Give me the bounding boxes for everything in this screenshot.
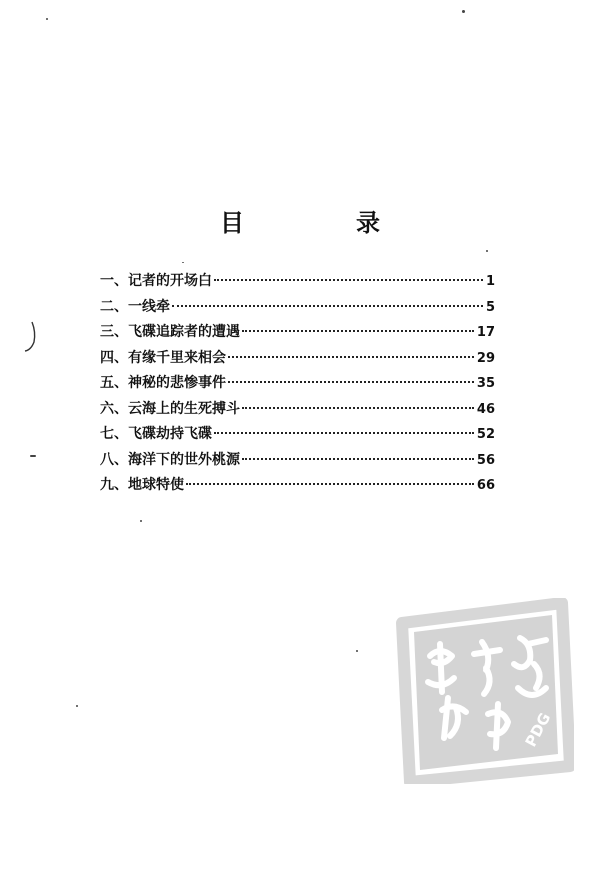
toc-entry-page: 17 [476, 325, 495, 340]
toc-leader-dots [186, 483, 474, 485]
toc-entry [100, 398, 495, 424]
toc-leader-dots [214, 432, 474, 434]
toc-entry-label: 九、地球特使 [100, 477, 184, 493]
toc-entry [100, 474, 495, 500]
toc-entry-page: 52 [476, 427, 495, 442]
toc-entry-label: 六、云海上的生死搏斗 [100, 400, 240, 417]
scan-speck [182, 262, 184, 263]
toc-leader-dots [228, 356, 474, 358]
toc-entry [100, 270, 495, 296]
toc-entry-page: 29 [476, 350, 495, 366]
toc-entry [100, 296, 495, 322]
toc-entry-page: 1 [485, 274, 495, 289]
toc-entry-page: 35 [476, 376, 495, 391]
toc-entry-label: 八、海洋下的世外桃源 [100, 451, 240, 468]
toc-entry-label: 一、记者的开场白 [100, 273, 212, 289]
toc-entry-page: 66 [476, 478, 495, 493]
toc-leader-dots [228, 381, 474, 383]
scan-speck [46, 18, 48, 20]
toc-entry [100, 372, 495, 398]
toc-entry-page: 56 [476, 452, 495, 468]
toc-entry [100, 423, 495, 449]
scan-speck [76, 705, 78, 707]
page-title: 目 录 [220, 209, 424, 237]
toc-entry-label: 七、飞碟劫持飞碟 [100, 426, 212, 442]
toc-leader-dots [242, 330, 474, 332]
scan-speck [462, 10, 465, 13]
toc-leader-dots [242, 458, 474, 460]
toc-entry [100, 321, 495, 347]
table-of-contents [100, 270, 495, 500]
toc-entry-label: 三、飞碟追踪者的遭遇 [100, 324, 240, 340]
toc-entry-label: 二、一线牵 [100, 298, 170, 315]
toc-entry-label: 五、神秘的悲惨事件 [100, 375, 226, 391]
toc-leader-dots [242, 407, 474, 409]
toc-entry-page: 46 [476, 401, 495, 417]
toc-entry [100, 347, 495, 373]
scan-speck [356, 650, 358, 652]
seal-watermark [392, 598, 574, 784]
scan-speck [486, 250, 488, 252]
toc-leader-dots [214, 279, 483, 281]
toc-entry-label: 四、有缘千里来相会 [100, 349, 226, 366]
toc-entry-page: 5 [485, 299, 495, 315]
toc-entry [100, 449, 495, 475]
margin-mark [22, 320, 42, 354]
svg-text:PDG: PDG [521, 709, 555, 750]
toc-leader-dots [172, 305, 483, 307]
scan-speck [140, 520, 142, 522]
scan-speck [30, 455, 36, 457]
